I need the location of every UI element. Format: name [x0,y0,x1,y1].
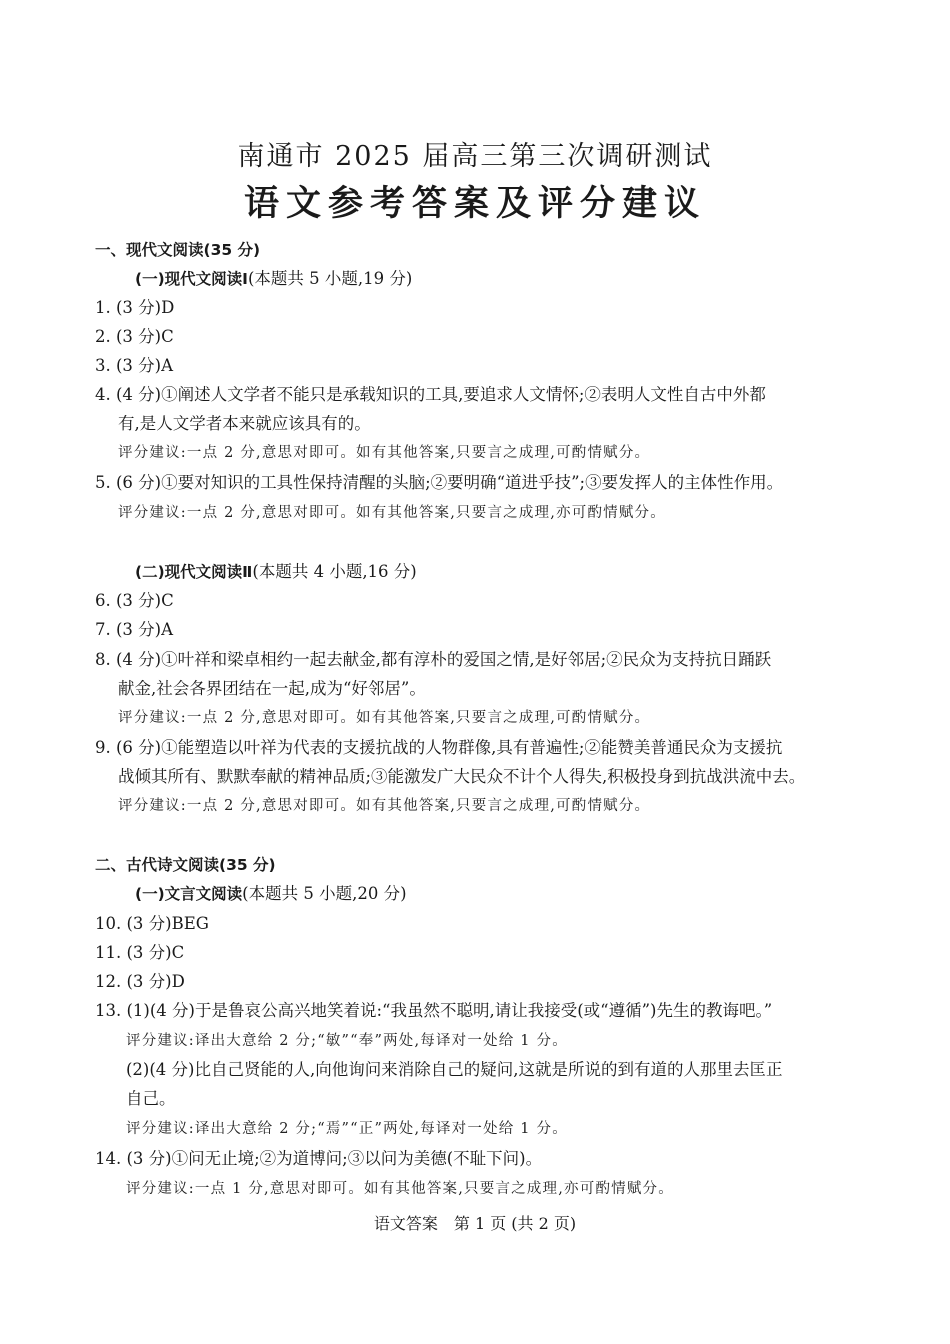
answer-q4-line1: 4. (4 分)①阐述人文学者不能只是承载知识的工具,要追求人文情怀;②表明人文性自古中外都 [95,385,766,404]
scoring-note-q13-1: 评分建议:译出大意给 2 分;“敏”“奉”两处,每译对一处给 1 分。 [126,1033,568,1049]
scoring-note-q13-2: 评分建议:译出大意给 2 分;“焉”“正”两处,每译对一处给 1 分。 [126,1121,568,1137]
answer-q13-2-line2: 自己。 [126,1089,176,1108]
answer-q3: 3. (3 分)A [95,356,174,375]
section1-part2-label: (二)现代文阅读Ⅱ [135,563,253,581]
answer-q9-line2: 战倾其所有、默默奉献的精神品质;③能激发广大民众不计个人得失,积极投身到抗战洪流中去。 [118,767,806,786]
answer-q1: 1. (3 分)D [95,298,175,317]
section1-part1-heading [135,268,412,290]
document-title-line1: 南通市 2025 届高三第三次调研测试 [237,141,713,172]
answer-q12: 12. (3 分)D [95,972,185,991]
answer-q6: 6. (3 分)C [95,591,174,610]
answer-q2: 2. (3 分)C [95,327,174,346]
answer-q8-line2: 献金,社会各界团结在一起,成为“好邻居”。 [118,679,426,698]
answer-q13-2-line1: (2)(4 分)比自己贤能的人,向他询问来消除自己的疑问,这就是所说的到有道的人那里去匡正 [126,1060,783,1079]
scoring-note-q4: 评分建议:一点 2 分,意思对即可。如有其他答案,只要言之成理,可酌情赋分。 [118,445,651,461]
section1-part1-info: (本题共 5 小题,19 分) [247,269,413,288]
scoring-note-q9: 评分建议:一点 2 分,意思对即可。如有其他答案,只要言之成理,可酌情赋分。 [118,798,651,814]
section1-part1-label: (一)现代文阅读Ⅰ [135,270,248,288]
answer-q10: 10. (3 分)BEG [95,914,209,933]
answer-q11: 11. (3 分)C [95,943,185,962]
section2-part1-info: (本题共 5 小题,20 分) [242,884,407,903]
answer-q7: 7. (3 分)A [95,620,174,639]
section2-part1-heading [135,883,407,905]
answer-q5-line1: 5. (6 分)①要对知识的工具性保持清醒的头脑;②要明确“道进乎技”;③要发挥人的主体性作用。 [95,473,784,492]
scoring-note-q14: 评分建议:一点 1 分,意思对即可。如有其他答案,只要言之成理,亦可酌情赋分。 [126,1181,674,1197]
answer-q9-line1: 9. (6 分)①能塑造以叶祥为代表的支援抗战的人物群像,具有普遍性;②能赞美普通民众为支援抗 [95,738,783,757]
answer-q4-line2: 有,是人文学者本来就应该具有的。 [118,414,371,433]
answer-q8-line1: 8. (4 分)①叶祥和梁卓相约一起去献金,都有淳朴的爱国之情,是好邻居;②民众为支持抗日踊跃 [95,650,772,669]
section2-part1-label: (一)文言文阅读 [135,885,243,903]
section1-part2-info: (本题共 4 小题,16 分) [252,562,417,581]
section2-heading: 二、古代诗文阅读(35 分) [95,856,276,874]
answer-q13-1: 13. (1)(4 分)于是鲁哀公高兴地笑着说:“我虽然不聪明,请让我接受(或“遵循”)先生的教诲吧。” [95,1001,773,1020]
answer-q14: 14. (3 分)①问无止境;②为道博问;③以问为美德(不耻下问)。 [95,1149,543,1168]
document-title-line2: 语文参考答案及评分建议 [243,183,706,224]
scoring-note-q5: 评分建议:一点 2 分,意思对即可。如有其他答案,只要言之成理,亦可酌情赋分。 [118,505,666,521]
scoring-note-q8: 评分建议:一点 2 分,意思对即可。如有其他答案,只要言之成理,可酌情赋分。 [118,710,651,726]
section1-part2-heading [135,561,417,583]
page-footer: 语文答案 第 1 页 (共 2 页) [373,1214,577,1233]
section1-heading: 一、现代文阅读(35 分) [95,241,261,259]
